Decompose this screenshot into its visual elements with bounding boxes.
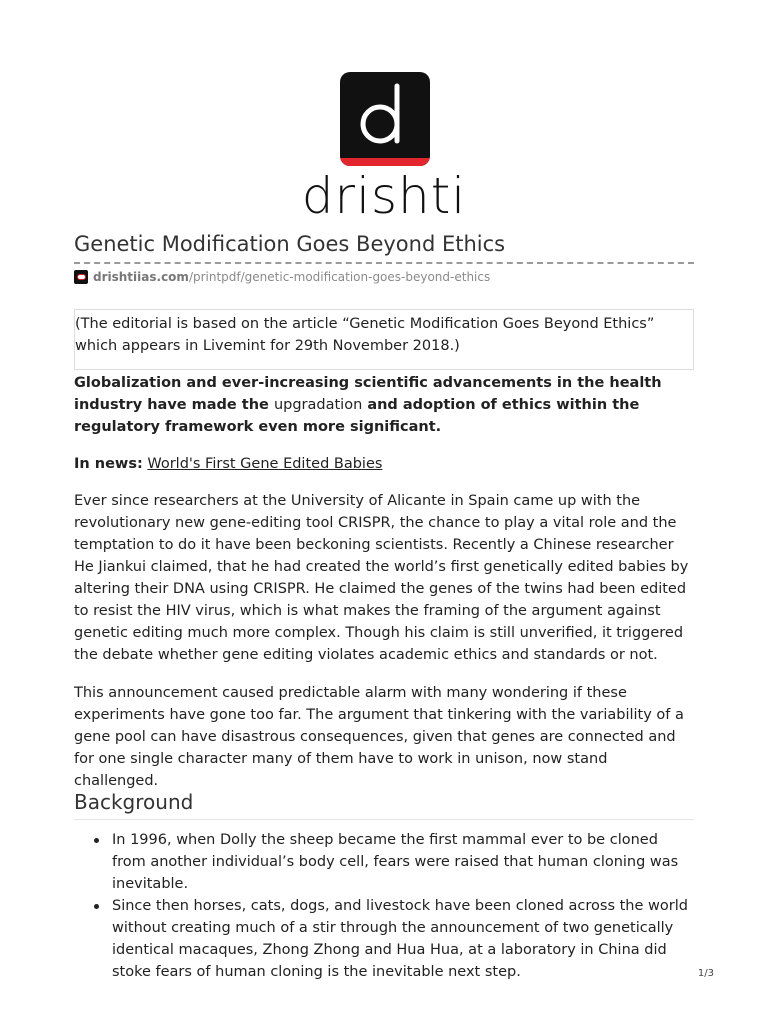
body-paragraph-1: Ever since researchers at the University of Alicante in Spain came up with the revolutionary new gene-editing tool CRISPR, the chance to play a vital role and the temptation to do it have been beckoning scientists. Recently a Chinese researcher He Jiankui claimed, that he had created the world’s first genetically edited babies by altering their DNA using CRISPR. He claimed the genes of the twins had been edited to resist the HIV virus, which is what makes the framing of the argument against genetic editing much more complex. Though his claim is still unverified, it triggered the debate whether gene editing violates academic ethics and standards or not.: [74, 493, 689, 663]
brand-logo-icon: [340, 72, 430, 166]
section-heading-background: Background: [74, 789, 694, 820]
page-number: 1/3: [697, 968, 714, 979]
lead-part-1: Globalization and ever-increasing scientific advancements in the health industry have made the: [74, 375, 662, 413]
lead-part-3: and adoption of ethics within the regulatory framework even more significant.: [74, 397, 640, 435]
logo-accent-bar: [340, 158, 430, 166]
site-favicon-icon: [74, 270, 88, 284]
list-item: Since then horses, cats, dogs, and livestock have been cloned across the world without creating much of a stir through the announcement of two genetically identical macaques, Zhong Zhong and Hua Hua, at a laboratory in China did stoke fears of human cloning is the inevitable next step.: [92, 895, 696, 983]
page-title: Genetic Modification Goes Beyond Ethics: [74, 232, 506, 256]
list-item: In 1996, when Dolly the sheep became the first mammal ever to be cloned from another individual’s body cell, fears were raised that human cloning was inevitable.: [92, 829, 696, 895]
in-news-label: In news:: [74, 456, 143, 472]
lead-paragraph: [74, 372, 696, 438]
brand-wordmark: drishti: [301, 167, 467, 225]
source-path: /printpdf/genetic-modification-goes-beyond-ethics: [188, 270, 491, 284]
title-divider: [74, 262, 694, 264]
source-link[interactable]: [74, 268, 490, 286]
background-bullet-list: [92, 829, 696, 983]
lead-part-2: upgradation: [273, 397, 363, 413]
body-paragraph-2: This announcement caused predictable alarm with many wondering if these experiments have gone too far. The argument that tinkering with the variability of a gene pool can have disastrous consequences, given that genes are connected and for one single character many of them have to work in unison, now stand challenged.: [74, 685, 684, 789]
editorial-note: (The editorial is based on the article “Genetic Modification Goes Beyond Ethics” which appears in Livemint for 29th November 2018.): [74, 309, 694, 370]
letter-d-icon: [340, 72, 430, 166]
in-news-link[interactable]: World's First Gene Edited Babies: [147, 456, 383, 472]
in-news-line: [74, 453, 696, 475]
source-domain: drishtiias.com: [93, 270, 189, 284]
